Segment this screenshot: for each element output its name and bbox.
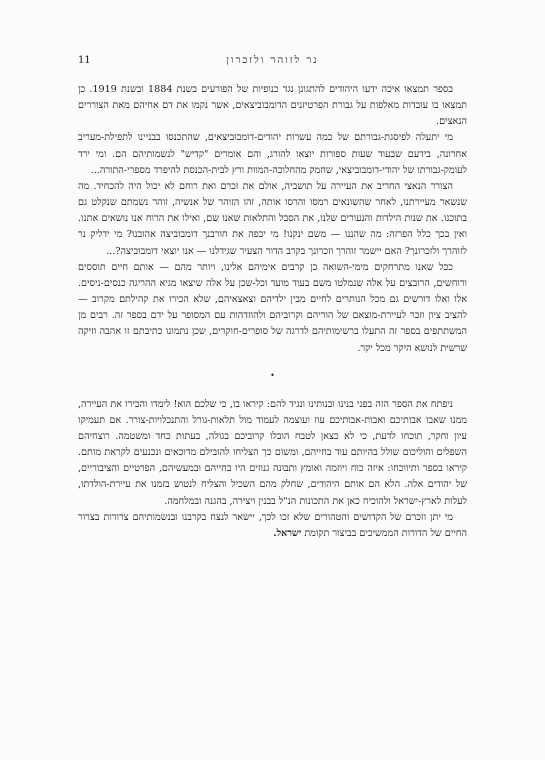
- section-separator: •: [270, 370, 275, 380]
- closing-word: ישראל.: [273, 527, 302, 539]
- paragraph: בספר תמצאו איכה ידעו היהודים להתגונן נגד כנופיות של הפורעים בשנת 1884 ובשנת 1919. כן תמצאו בו עובדות מאלפות על גבורת הפרטיזנים הדומבוביצאים, אשר נקמו את דם אחיהם מאת הצוררים הנאצים.: [78, 84, 467, 128]
- closing-section: [78, 397, 467, 542]
- paragraph: הצורר הנאצי החריב את העיירה על תושביה, אולם את זכרם ואת רוחם לא יכול היה להכחיד. מה שנשאר מעיירתנו, לאחר שהשונאים רמסו והרסו אותה, זהו הזוהר של אנשיה, זוהר נשמתם שנקלט גם בתוכנו. את שנות הילדות והנעורים שלנו, את הסבל והתלאות שאנו שם, ואילו את הרוח אנו נושאים אתנו. ואין בכך כלל הפרזה: מה שהננו — משם ינקנו! מי יכפה את חורבנך דומבוביצה אהובנו? מי ידליק נר לזוהרך ולזכרונך? האם יישמר זוהרך וזכרונך בקרב הדור הצעיר שגידלנו — אנו יוצאי דומבוביצה?...: [78, 180, 467, 257]
- paragraph: מי יתעלה לפיסגת-גבורתם של כמה עשרות יהודים-דומבוביצאים, שהתכנסו בבניינו לתפילת-מעריב אחרונה, בידעם שבעוד שעות ספורות יוצאו להורג, והם אומרים "קדיש" לנשמותיהם הם. ומי ירד לעומק-גבורתו של יהודי-דומבוביצאי, שחמק מהחלוכה-המוות ורץ לבית-הכנסת להיפרד מספרי-התורה...: [78, 132, 467, 176]
- paragraph: ניפתח את הספר הזה בפני בנינו ובנותינו ונגיד להם: קיראו בו, כי שלכם הוא! לימדו והכירו את העיירה, ממנו שאבו אבותיכם ואבות-אבותיכם עוז ועוצמה לעמוד מול תלאות-גורל והתנכלויות-צורר. אם תעמיקו עיון וחקר, תוכחו לדעת, כי לא כצאן לטבח הובלו קרוביכם בגולה, בעתות כחד ומשטמה. רוצחיהם השפלים והוליכום שולל בהיותם עוד בחייהם, ומשום כך הצליחו להובילם מדוכאים ונכנעים לקראת מותם. קיראו בספר ותיווכחו: איזה כוח ויוזמה ואומץ ותבונה גנוזים היו בחייהם ובמעשיהם, הפרטיים והציבוריים, של יהודים אלה. הלא הם אותם היהודים, שחלק מהם השכיל והצליח לנטוש בזמנו את עיירת-הולדתו, לעלות לארץ-ישראל ולהוכיח כאן את התכונות הנ"ל בבנין ויצירה, בהגנה ובמלחמה.: [78, 398, 467, 507]
- page-number: 11: [78, 55, 91, 66]
- paragraph-text: מי יתן וזכרם של הקדושים והטהורים שלא זכו לכך, יישאר לנצח בקרבנו ובנשמותיהם צרורות בצרור החיים של הדורות הממשיכים בביצור תקומת: [78, 511, 467, 539]
- paragraph: ככל שאנו מתרחקים מימי-השואה כן קרבים אימיהם אלינו, ויותר מהם — אותם חיים תוססים ורוחשים, הרובצים על אלה שנמלטו משם בעוד מועד וכל-שכן על אלה שיצאו מגיא ההריגה כנסים-ניסים. אלו ואלו דורשים גם מכל הנותרים לחיים מבין ילדיהם וצאצאיהם, שלא הכירו את קהילתם מקרוב — להציב ציון וזכר לעיירת-מוצאם של הוריהם וקרוביהם ולהוזדהות עם המסופר על ידם בספר זה. רבים מן המשתתפים בספר זה התעלו ברשימותיהם לדרגה של סופרים-חוקרים, שכן נתמונו כתיבתם זו אהבה וזיקה שרשית לנושא היקר מכל יקר.: [78, 261, 467, 354]
- page-header: [78, 54, 467, 70]
- page-body: [78, 82, 467, 542]
- paragraph: [78, 510, 467, 542]
- running-title: נר לזוהר ולזכרון: [226, 55, 319, 66]
